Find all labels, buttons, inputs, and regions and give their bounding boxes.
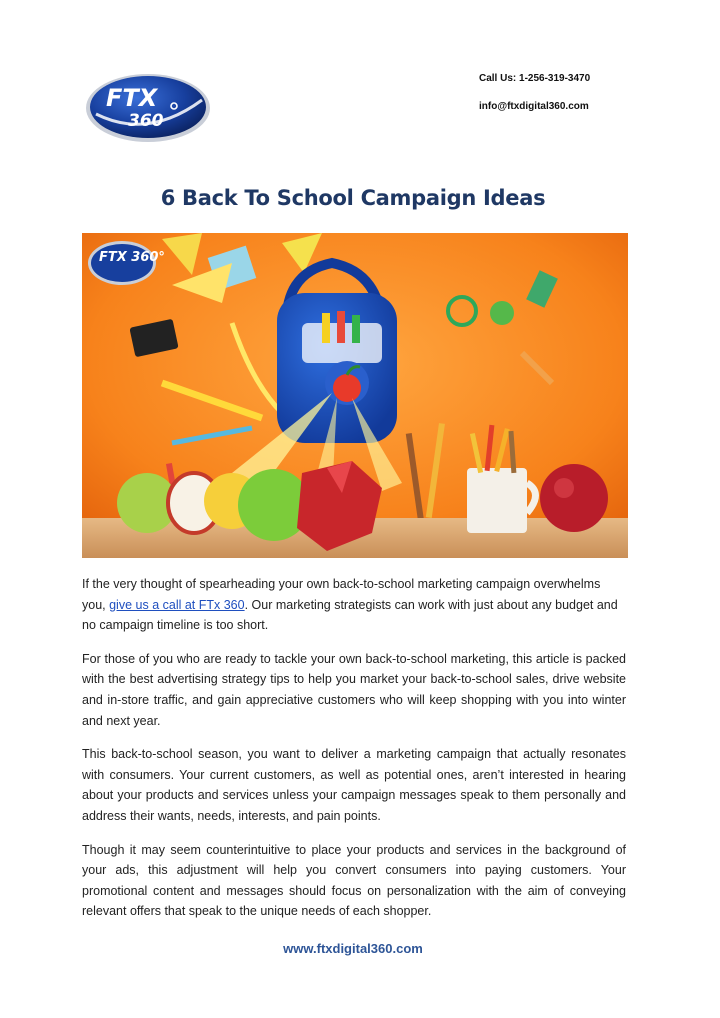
ftx360-logo-graphic — [84, 70, 212, 144]
article-paragraph-3: This back-to-school season, you want to deliver a marketing campaign that actually resonates with consumers. Your current customers, as well as potential ones, aren’t interested in hearing about your products and services unless your campaign messages speak to them personally and address their wants, needs, interests, and pain points. — [82, 747, 626, 823]
article-paragraph-2: For those of you who are ready to tackle your own back-to-school marketing, this article is packed with the best advertising strategy tips to help you market your back-to-school sales, drive website and in-store traffic, and gain appreciative customers who will keep shopping with you into winter and next year. — [82, 651, 626, 728]
svg-text:FTX: FTX — [106, 84, 158, 112]
p1-text-after: . Our marketing strategists can work with just about any budget and no campaign timeline is too short. — [82, 597, 618, 633]
footer-website[interactable]: www.ftxdigital360.com — [283, 941, 423, 956]
hero-image — [82, 233, 628, 558]
contact-info — [479, 72, 590, 114]
svg-text:360: 360 — [128, 111, 164, 131]
ftx360-logo[interactable] — [84, 70, 212, 144]
phone-line[interactable]: Call Us: 1-256-319-3470 — [479, 73, 591, 84]
email-line[interactable]: info@ftxdigital360.com — [479, 101, 589, 112]
hero-logo-text: FTX 360° — [99, 250, 165, 265]
article-paragraph-1 — [82, 574, 626, 636]
article-body — [82, 574, 626, 935]
contact-link[interactable]: give us a call at FTx 360 — [109, 597, 245, 612]
article-paragraph-4: Though it may seem counterintuitive to place your products and services in the background of your ads, this adjustment will help you convert consumers into paying customers. Your promotional content and messages should focus on personalization with the aim of conveying relevant offers that speak to the unique needs of each shopper. — [82, 842, 626, 919]
p1-text-before: If the very thought of spearheading your own back-to-school marketing campaign overwhelms you, — [82, 577, 601, 612]
page-title: 6 Back To School Campaign Ideas — [160, 186, 546, 210]
back-to-school-illustration — [82, 233, 628, 558]
